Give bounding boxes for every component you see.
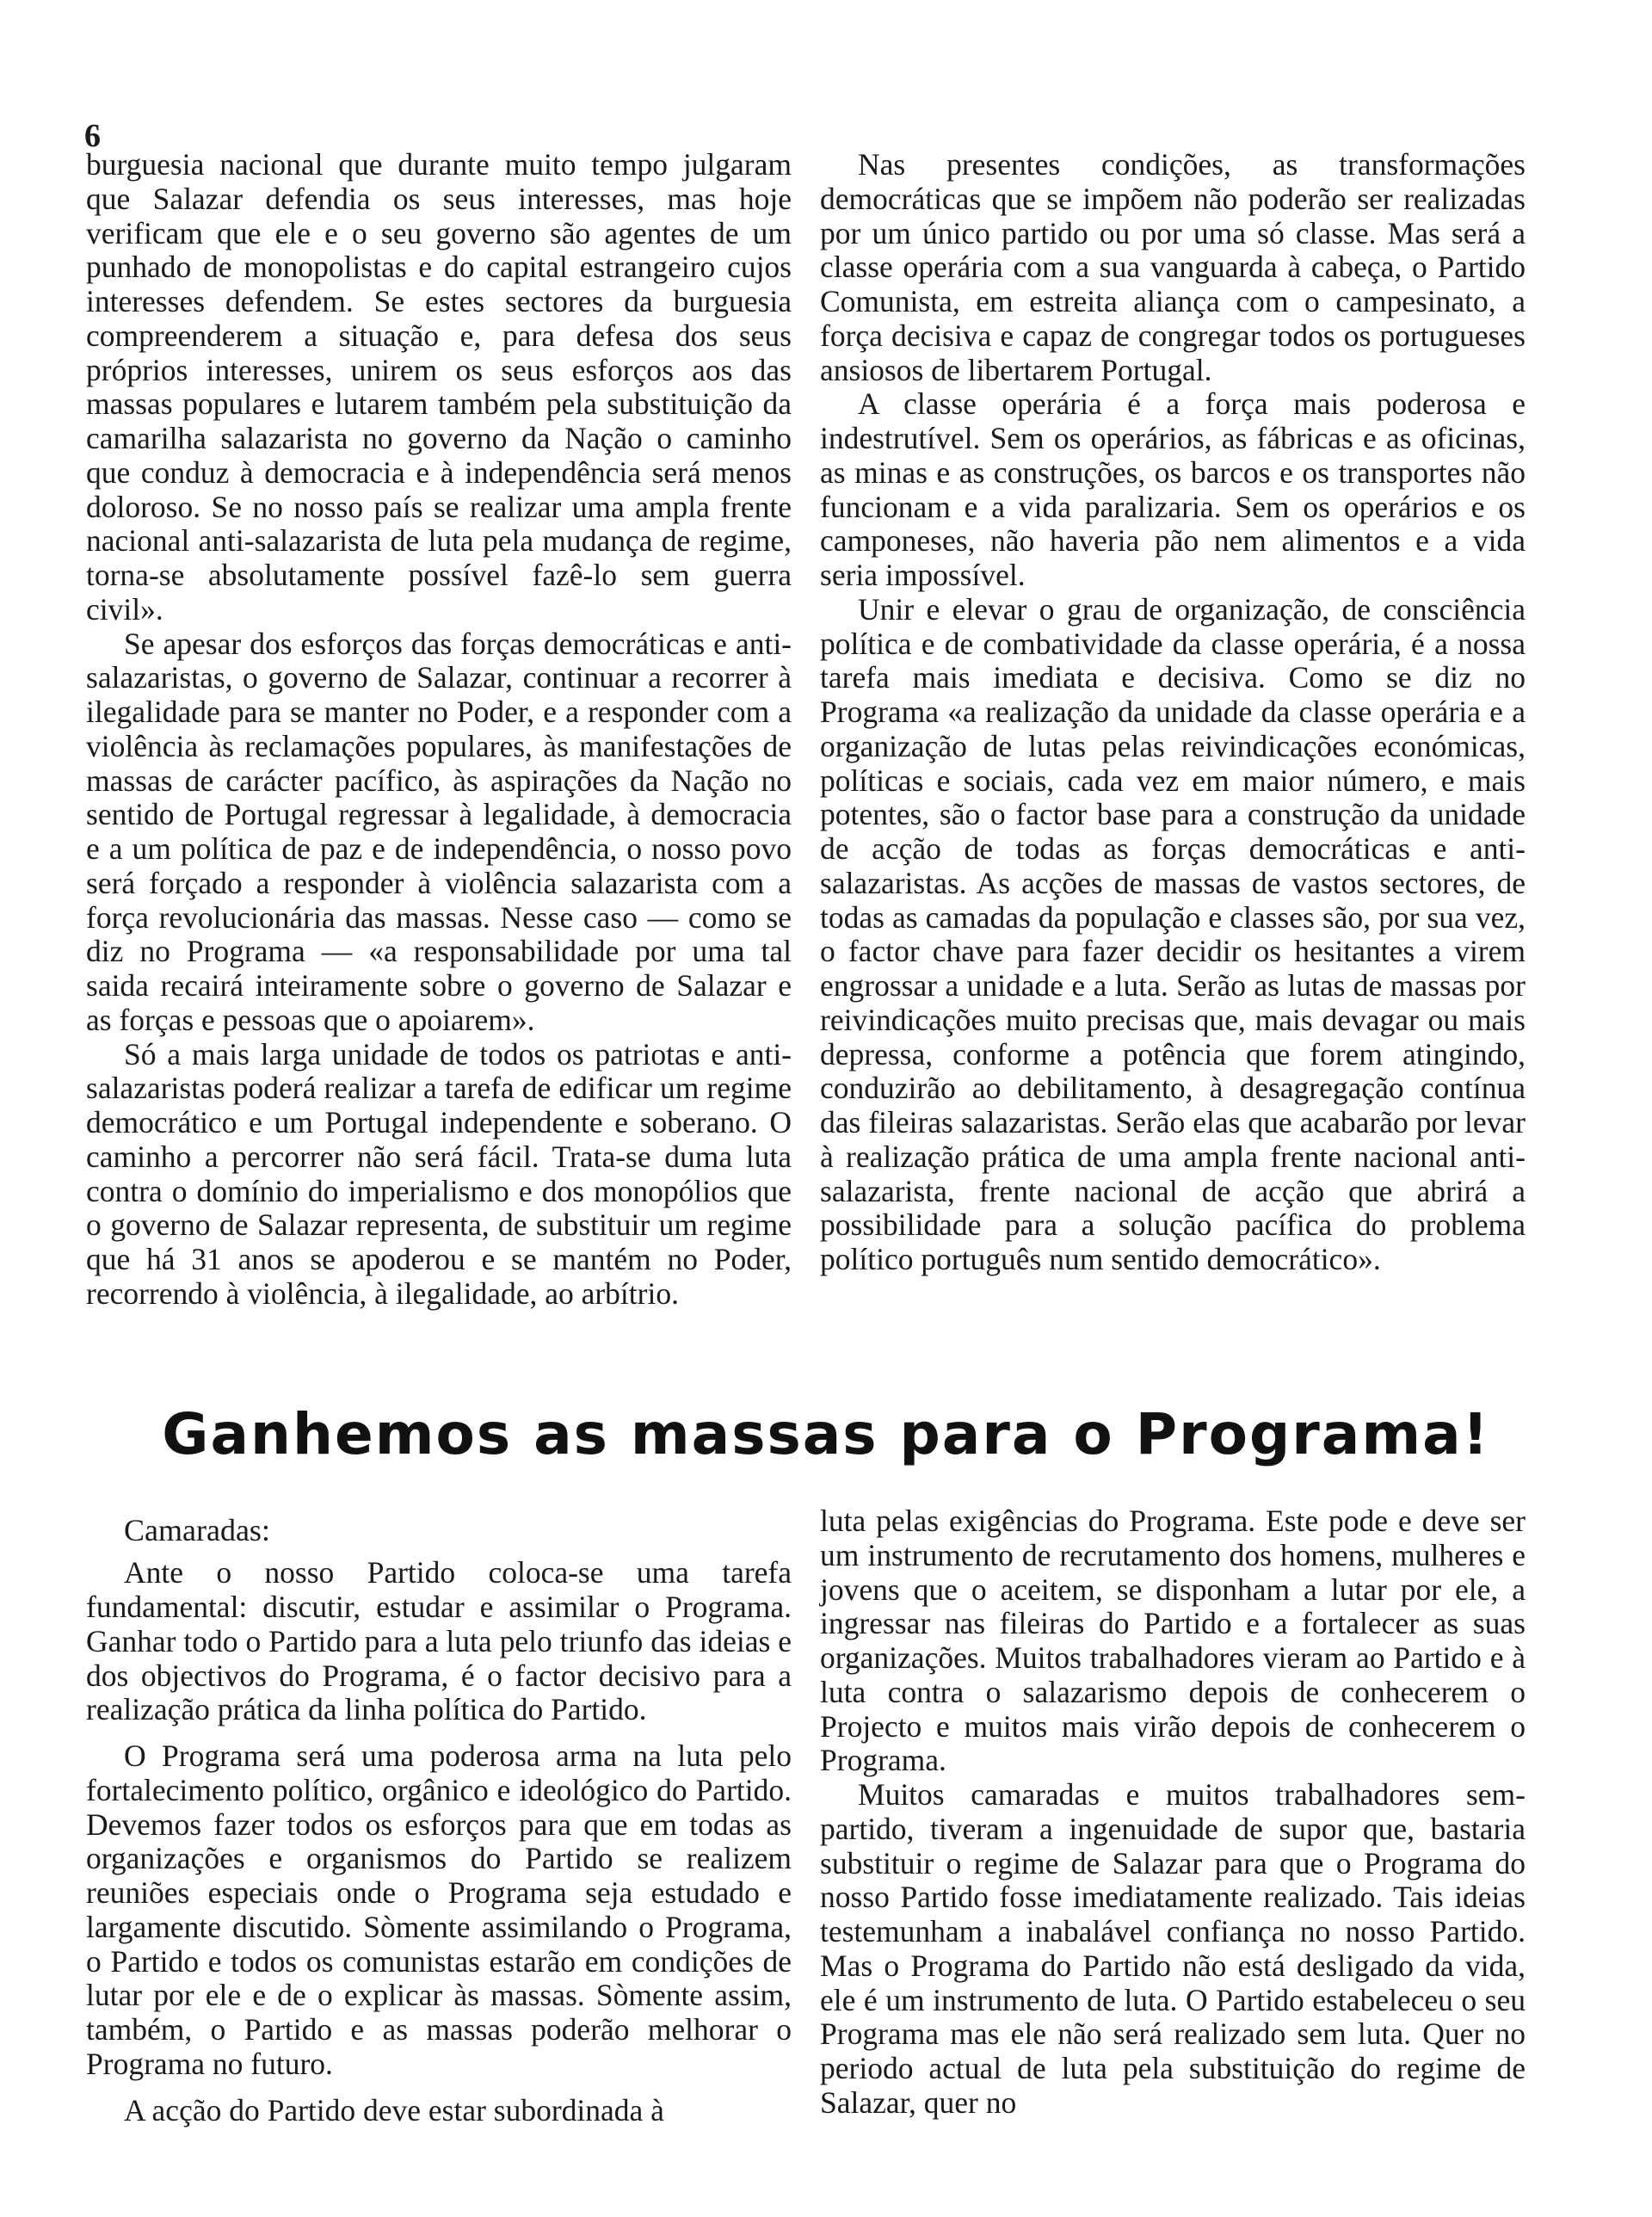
paragraph: Unir e elevar o grau de organização, de consciência política e de combatividade da classe operária, é a nossa tarefa mais imediata e decisiva. Como se diz no Programa «a realização da unidade da classe operária e a organização de lutas pelas reivindicações económicas, políticas e sociais, cada vez em maior número, e mais potentes, são o factor base para a construção da unidade de acção de todas as forças democráticas e anti-salazaristas. As acções de massas de vastos sectores, de todas as camadas da população e classes são, por sua vez, o factor chave para fazer decidir os hesitantes a virem engrossar a unidade e a luta. Serão as lutas de massas por reivindicações muito precisas que, mais devagar ou mais depressa, conforme a potência que forem atingindo, conduzirão ao debilitamento, à desagregação contínua das fileiras salazaristas. Serão elas que acabarão por levar à realização prática de uma ampla frente nacional anti-salazarista, frente nacional de acção que abrirá a possibilidade para a solução pacífica do problema político português num sentido democrático». (820, 591, 1526, 1276)
paragraph: burguesia nacional que durante muito tempo julgaram que Salazar defendia os seus interesses, mas hoje verificam que ele e o seu governo são agentes de um punhado de monopolistas e do capital estrangeiro cujos interesses defendem. Se estes sectores da burguesia compreenderem a situação e, para defesa dos seus próprios interesses, unirem os seus esforços aos das massas populares e lutarem também pela substituição da camarilha salazarista no governo da Nação o caminho que conduz à democracia e à independência será menos doloroso. Se no nosso país se realizar uma ampla frente nacional anti-salazarista de luta pela mudança de regime, torna-se absolutamente possível fazê-lo sem guerra civil». (86, 147, 792, 627)
paragraph: Muitos camaradas e muitos trabalhadores sem-partido, tiveram a ingenuidade de supor que, bastaria substituir o regime de Salazar para que o Programa do nosso Partido fosse imediatamente realizado. Tais ideias testemunham a inabalável confiança no nosso Partido. Mas o Programa do Partido não está desligado da vida, ele é um instrumento de luta. O Partido estabeleceu o seu Programa mas ele não será realizado sem luta. Quer no periodo actual de luta pela substituição do regime de Salazar, quer no (820, 1777, 1526, 2120)
section-headline: Ganhemos as massas para o Programa! (162, 1401, 1490, 1467)
paragraph: O Programa será uma poderosa arma na luta pelo fortalecimento político, orgânico e ideológico do Partido. Devemos fazer todos os esforços para que em todas as organizações e organismos do Partido se realizem reuniões especiais onde o Programa seja estudado e largamente discutido. Sòmente assimilando o Programa, o Partido e todos os comunistas estarão em condições de lutar por ele e de o explicar às massas. Sòmente assim, também, o Partido e as massas poderão melhorar o Programa no futuro. (86, 1738, 792, 2081)
paragraph: A acção do Partido deve estar subordinada à (124, 2092, 664, 2127)
paragraph: A classe operária é a força mais poderosa e indestrutível. Sem os operários, as fábricas e as oficinas, as minas e as construções, os barcos e os transportes não funcionam e a vida paralizaria. Sem os operários e os camponeses, não haveria pão nem alimentos e a vida seria impossível. (820, 386, 1526, 592)
salutation: Camaradas: (124, 1513, 270, 1547)
page-number: 6 (84, 118, 101, 154)
article-top-left-column (86, 148, 792, 1312)
article-bottom-left-column (86, 1513, 792, 2127)
paragraph: Se apesar dos esforços das forças democráticas e anti-salazaristas, o governo de Salazar, continuar a recorrer à ilegalidade para se manter no Poder, e a responder com a violência às reclamações populares, às manifestações de massas de carácter pacífico, às aspirações da Nação no sentido de Portugal regressar à legalidade, à democracia e a um política de paz e de independência, o nosso povo será forçado a responder à violência salazarista com a força revolucionária das massas. Nesse caso — como se diz no Programa — «a responsabilidade por uma tal saida recairá inteiramente sobre o governo de Salazar e as forças e pessoas que o apoiarem». (86, 626, 792, 1037)
article-bottom-right-column (820, 1504, 1526, 2121)
paragraph: Ante o nosso Partido coloca-se uma tarefa fundamental: discutir, estudar e assimilar o Programa. Ganhar todo o Partido para a luta pelo triunfo das ideias e dos objectivos do Programa, é o factor decisivo para a realização prática da linha política do Partido. (86, 1555, 792, 1727)
paragraph: Só a mais larga unidade de todos os patriotas e anti-salazaristas poderá realizar a tarefa de edificar um regime democrático e um Portugal independente e soberano. O caminho a percorrer não será fácil. Trata-se duma luta contra o domínio do imperialismo e dos monopólios que o governo de Salazar representa, de substituir um regime que há 31 anos se apoderou e se mantém no Poder, recorrendo à violência, à ilegalidade, ao arbítrio. (86, 1036, 792, 1311)
article-top-right-column (820, 148, 1526, 1277)
paragraph: luta pelas exigências do Programa. Este pode e deve ser um instrumento de recrutamento dos homens, mulheres e jovens que o aceitem, se disponham a lutar por ele, a ingressar nas fileiras do Partido e a fortalecer as suas organizações. Muitos trabalhadores vieram ao Partido e à luta contra o salazarismo depois de conhecerem o Projecto e muitos mais virão depois de conhecerem o Programa. (820, 1504, 1526, 1778)
paragraph: Nas presentes condições, as transformações democráticas que se impõem não poderão ser realizadas por um único partido ou por uma só classe. Mas será a classe operária com a sua vanguarda à cabeça, o Partido Comunista, em estreita aliança com o campesinato, a força decisiva e capaz de congregar todos os portugueses ansiosos de libertarem Portugal. (820, 147, 1526, 387)
